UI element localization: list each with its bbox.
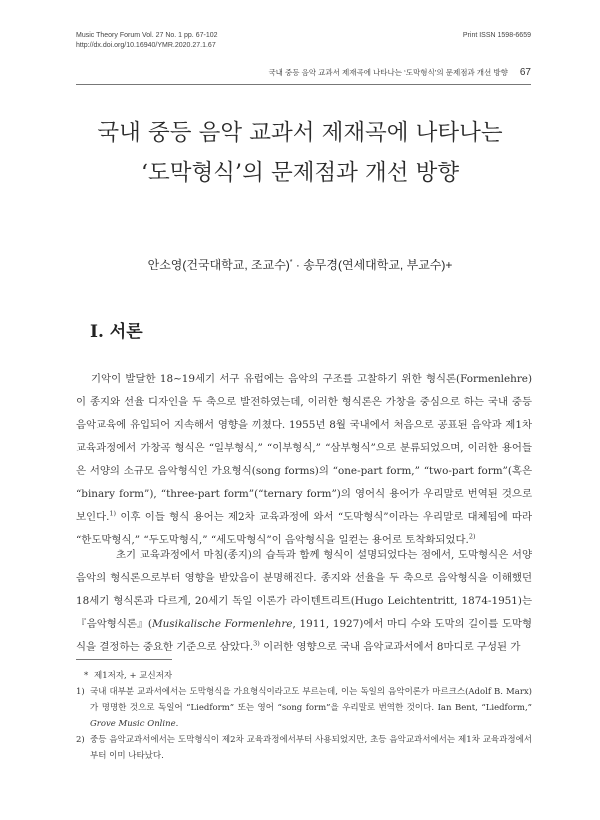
- footnote-star-mark: *: [84, 671, 89, 681]
- p1-text-a: 기악이 발달한 18∼19세기 서구 유럽에는 음악의 구조를 고찰하기 위한 형식론(Formenlehre)이 종지와 선율 디자인을 두 축으로 발전하였는데, 이러한 형식론은 가창을 중심으로 하는 국내 중등 음악교육에 유입되어 지속해서 영향을 끼쳤다. 1955년 8월 국내에서 처음으로 공표된 음악과 제1차 교육과정에서 가창곡 형식은 “일부형식,” “이부형식,” “삼부형식”으로 분류되었으며, 이러한 용어들은 서양의 소규모 음악형식인 가요형식(song forms)의 “one-part form,” “two-part form”(혹은 “binary form”), “three-part form”(“ternary form”)의 영어식 용어가 우리말로 번역된 것으로 보인다.: [76, 373, 532, 523]
- author-separator: ·: [292, 258, 304, 272]
- paragraph-2: [76, 544, 532, 659]
- section-heading: I. 서론: [90, 322, 143, 342]
- footnote-1-text: [90, 684, 532, 732]
- footnote-author-note: [76, 668, 532, 684]
- footnote-rule: [76, 659, 172, 660]
- paper-title: [60, 113, 540, 193]
- footnote-1-text-b: .: [175, 719, 179, 729]
- p2-text-c: 이러한 영향으로 국내 음악교과서에서 8마디로 구성된 가: [259, 641, 521, 653]
- footnote-1: [76, 684, 532, 732]
- title-line-1: 국내 중등 음악 교과서 제재곡에 나타나는: [97, 120, 503, 146]
- journal-meta: [76, 31, 218, 51]
- footnote-2-text: 중등 음악교과서에서는 도막형식이 제2차 교육과정에서부터 사용되었지만, 초등 음악교과서에서는 제1차 교육과정에서부터 이미 나타났다.: [90, 735, 532, 761]
- author-1: 안소영(건국대학교, 조교수): [147, 258, 290, 272]
- footnote-2-mark: 2): [76, 735, 85, 745]
- author-line: [0, 256, 600, 273]
- author-2: 송무경(연세대학교, 부교수)+: [303, 258, 453, 272]
- page-number: 67: [519, 67, 531, 78]
- footnote-1-mark: 1): [76, 687, 85, 697]
- footnote-1-text-a: 국내 대부분 교과서에서는 도막형식을 가요형식이라고도 부르는데, 이는 독일의 음악이론가 마르크스(Adolf B. Marx)가 명명한 것으로 독일어 “Liedform” 또는 영어 “song form”을 우리말로 번역한 것이다. Ian Bent, “Liedform,”: [90, 687, 532, 713]
- paragraph-1: [76, 368, 532, 552]
- issn: Print ISSN 1598-6659: [462, 32, 531, 39]
- p2-book-title: Musikalische Formenlehre: [151, 618, 293, 630]
- doi-link[interactable]: http://dx.doi.org/10.16940/YMR.2020.27.1.67: [76, 42, 216, 49]
- running-title: 국내 중등 음악 교과서 제재곡에 나타나는 ‘도막형식’의 문제점과 개선 방향: [268, 68, 508, 77]
- author-1-mark: *: [289, 259, 293, 266]
- footnote-star-text: 제1저자, + 교신저자: [94, 671, 173, 681]
- p2-text-b: , 1911, 1927)에서 마디 수와 도막의 길이를 도막형식을 결정하는 중요한 기준으로 삼았다.: [76, 618, 532, 653]
- title-line-2: ‘도막형식’의 문제점과 개선 방향: [140, 160, 460, 186]
- header-rule: [76, 84, 531, 85]
- footnotes: [76, 668, 532, 764]
- footnote-ref-2[interactable]: 2): [468, 532, 476, 541]
- footnote-1-source: Grove Music Online: [90, 719, 176, 729]
- p2-text-a: 초기 교육과정에서 마침(종지)의 습득과 함께 형식이 설명되었다는 점에서, 도막형식은 서양음악의 형식론으로부터 영향을 받았음이 분명해진다. 종지와 선율을 두 축으로 음악형식을 이해했던 18세기 형식론과 다르게, 20세기 독일 이론가 라이텐트리트(Hugo Leichtentritt, 1874-1951)는 『음악형식론』(: [76, 549, 532, 630]
- footnote-ref-3[interactable]: 3): [253, 639, 260, 648]
- journal-citation: Music Theory Forum Vol. 27 No. 1 pp. 67-102: [76, 32, 218, 39]
- p1-text-b: 이후 이들 형식 용어는 제2차 교육과정에 와서 “도막형식”이라는 우리말로 대체됨에 따라 “한도막형식,” “두도막형식,” “세도막형식”이 음악형식을 일컫는 용어로 토착화되었다.: [76, 511, 532, 546]
- footnote-ref-1[interactable]: 1): [109, 509, 117, 518]
- running-header: [268, 67, 531, 78]
- footnote-2: [76, 732, 532, 764]
